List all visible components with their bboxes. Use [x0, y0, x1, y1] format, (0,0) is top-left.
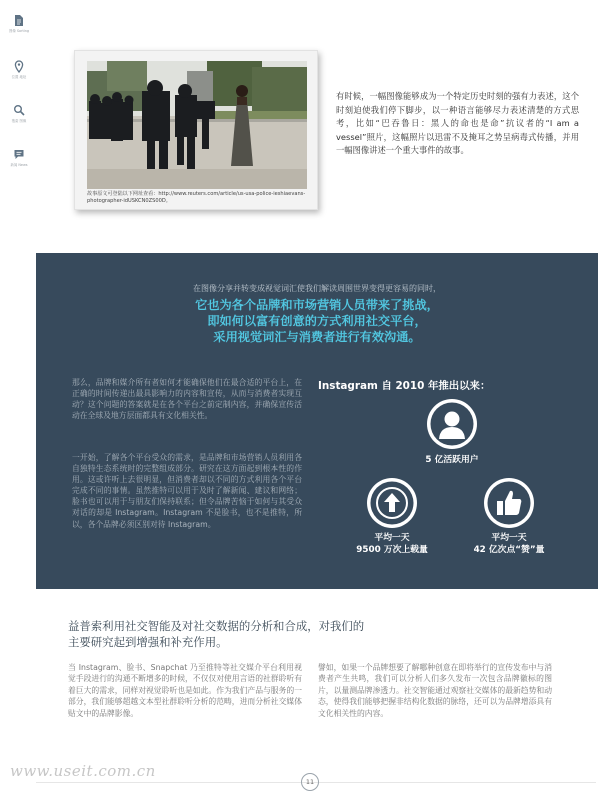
- sidebar-item-label: 位置 地址: [11, 75, 27, 79]
- stat-caption-line: 平均一天: [374, 533, 410, 543]
- protest-photo: [87, 61, 307, 189]
- sidebar-item-label: 搜索 图像: [11, 119, 27, 123]
- instagram-band: [36, 253, 598, 589]
- upload-stat-circle: [367, 478, 417, 528]
- band-headline: [36, 297, 598, 345]
- sidebar-item-news[interactable]: [4, 148, 34, 168]
- section-heading: 益普索利用社交智能及对社交数据的分析和合成，对我们的主要研究起到增强和补充作用。: [68, 619, 365, 649]
- user-stat-circle: [427, 399, 477, 449]
- stat-likes: [439, 533, 579, 556]
- page-number: 11: [301, 773, 319, 791]
- chat-icon: [13, 148, 25, 161]
- thumbs-up-icon: [484, 478, 534, 528]
- intro-paragraph: 有时候，一幅图像能够成为一个特定历史时刻的强有力表述，这个时刻迫使我们停下脚步，以一种语言能够尽力表述清楚的方式思考，比如“巴吞鲁日：黑人的命也是命”抗议者的“I am a vessel”照片，这幅照片以迅雷不及掩耳之势呈病毒式传播，并用一幅图像讲述一个重大事件的故事。: [336, 91, 579, 156]
- user-silhouette-icon: [427, 399, 477, 449]
- stat-active-users: [377, 455, 527, 467]
- photo-card: [74, 50, 318, 210]
- stat-caption-line: 5 亿活跃用户: [425, 455, 479, 465]
- band-paragraph: 那么，品牌和媒介所有者如何才能确保他们在最合适的平台上，在正确的时间传递出最具影响力的内容和宣传，从而与消费者实现互动？这个问题的答案就是在各个平台之前定制内容，并确保宣传活动在全球及地方层面都具有文化相关性。: [72, 378, 302, 421]
- upload-arrow-icon: [367, 478, 417, 528]
- column-left: 当 Instagram、脸书、Snapchat 乃至推特等社交媒介平台利用视觉手段进行的沟通不断增多的时候，不仅仅对使用言语的社群聆听有着巨大的需求，同样对视觉聆听也是如此。作为我们产品与服务的一部分，我们能够超越文本型社群聆听分析的范畴，进而分析社交媒体贴文中的品牌影像。: [68, 663, 302, 718]
- column-right: 譬如，如果一个品牌想要了解哪种创意在即将举行的宣传发布中与消费者产生共鸣，我们可以分析人们多久发布一次包含品牌徽标的图片，以量测品牌渗透力。社交智能通过观察社交媒体的最新趋势和动态，使得我们能够把握非结构化数据的脉络，还可以为品牌增添具有文化相关性的内容。: [318, 663, 552, 718]
- location-pin-icon: [13, 60, 25, 73]
- sidebar-item-location[interactable]: [4, 60, 34, 80]
- sidebar-item-document[interactable]: [4, 14, 34, 34]
- sidebar-item-label: 新闻 News: [10, 163, 28, 167]
- document-icon: [13, 14, 25, 27]
- stat-caption-line: 平均一天: [491, 533, 527, 543]
- headline-line: 它也为各个品牌和市场营销人员带来了挑战，: [195, 298, 439, 312]
- headline-line: 采用视觉词汇与消费者进行有效沟通。: [213, 330, 421, 344]
- sidebar-nav: [0, 0, 38, 800]
- band-intro: 在图像分享并转变成视觉词汇使我们解读周围世界变得更容易的同时，: [193, 284, 441, 293]
- search-icon: [13, 104, 25, 117]
- stat-caption-line: 42 亿次点“赞”量: [473, 544, 545, 555]
- headline-line: 即如何以富有创意的方式利用社交平台，: [207, 314, 427, 328]
- sidebar-item-label: 图像 Sorting: [8, 29, 30, 33]
- likes-stat-circle: [484, 478, 534, 528]
- band-paragraph: 一开始，了解各个平台受众的需求，是品牌和市场营销人员利用各自独特生态系统时的完整组成部分。研究在这方面起到根本性的作用。这或许听上去很明显，但消费者却以不同的方式利用各个平台完成不同的事情。虽然推特可以用于及时了解新闻、建议和网络；脸书也可以用于与朋友们保持联系；但令品牌苦恼于如何与其受众对话的却是 Instagram。Instagram 不是脸书，也不是推特，所以，各个品牌必须区别对待 Instagram。: [72, 453, 302, 529]
- stat-caption-line: 9500 万次上载量: [356, 544, 428, 555]
- sidebar-item-search[interactable]: [4, 104, 34, 124]
- stats-title: Instagram 自 2010 年推出以来：: [318, 380, 491, 392]
- photo-caption: 故事原文可登陆以下网址查看：http://www.reuters.com/article/us-usa-police-ieshiaevans-photographer-idUSKCN0ZS00D。: [87, 191, 306, 204]
- photo-illustration: [87, 61, 307, 189]
- watermark: www.useit.com.cn: [10, 762, 156, 780]
